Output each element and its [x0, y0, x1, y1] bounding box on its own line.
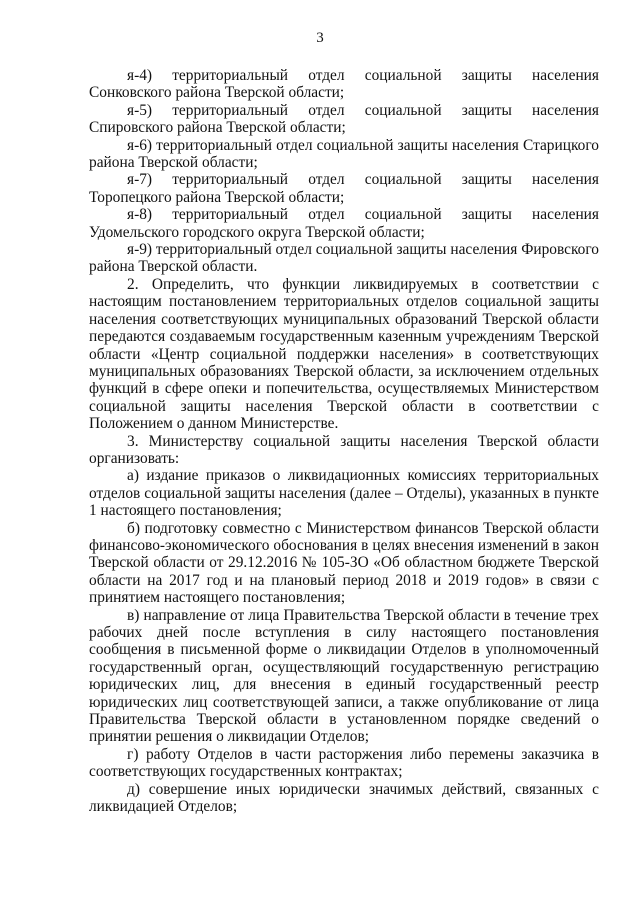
- paragraph-3-d: д) совершение иных юридически значимых действий, связанных с ликвидацией Отделов;: [89, 780, 599, 816]
- paragraph-3: 3. Министерству социальной защиты населения Тверской области организовать:: [89, 432, 599, 467]
- paragraph-3-a: а) издание приказов о ликвидационных комиссиях территориальных отделов социальной защиты населения (далее – Отделы), указанных в пункте 1 настоящего постановления;: [89, 467, 599, 520]
- paragraph-3-b: б) подготовку совместно с Министерством финансов Тверской области финансово-экономического обоснования в целях внесения изменений в закон Тверской области от 29.12.2016 № 105-ЗО «Об областном бюджете Тверской области на 2017 год и на плановый период 2018 и 2019 годов» в связи с принятием настоящего постановления;: [89, 519, 599, 607]
- paragraph-3-g: г) работу Отделов в части расторжения либо перемены заказчика в соответствующих государственных контрактах;: [89, 745, 599, 781]
- paragraph-ya-9: я-9) территориальный отдел социальной защиты населения Фировского района Тверской области.: [89, 241, 599, 276]
- paragraph-ya-8: я-8) территориальный отдел социальной защиты населения Удомельского городского округа Тверской области;: [89, 206, 599, 241]
- paragraph-ya-6: я-6) территориальный отдел социальной защиты населения Старицкого района Тверской области;: [89, 136, 599, 172]
- document-body: [89, 67, 599, 815]
- paragraph-ya-5: я-5) территориальный отдел социальной защиты населения Спировского района Тверской области;: [89, 101, 599, 137]
- paragraph-3-v: в) направление от лица Правительства Тверской области в течение трех рабочих дней после вступления в силу настоящего постановления сообщения в письменной форме о ликвидации Отделов в уполномоченный государственный орган, осуществляющий государственную регистрацию юридических лиц, для внесения в единый государственный реестр юридических лиц соответствующей записи, а также опубликование от лица Правительства Тверской области в установленном порядке сведений о принятии решения о ликвидации Отделов;: [89, 606, 599, 746]
- paragraph-ya-4: я-4) территориальный отдел социальной защиты населения Сонковского района Тверской области;: [89, 67, 599, 102]
- paragraph-2: 2. Определить, что функции ликвидируемых в соответствии с настоящим постановлением территориальных отделов социальной защиты населения соответствующих муниципальных образований Тверской области передаются создаваемым государственным казенным учреждениям Тверской области «Центр социальной поддержки населения» в соответствующих муниципальных образованиях Тверской области, за исключением отдельных функций в сфере опеки и попечительства, осуществляемых Министерством социальной защиты населения Тверской области в соответствии с Положением о данном Министерстве.: [89, 275, 599, 433]
- page-number: 3: [316, 30, 324, 46]
- paragraph-ya-7: я-7) территориальный отдел социальной защиты населения Торопецкого района Тверской области;: [89, 171, 599, 206]
